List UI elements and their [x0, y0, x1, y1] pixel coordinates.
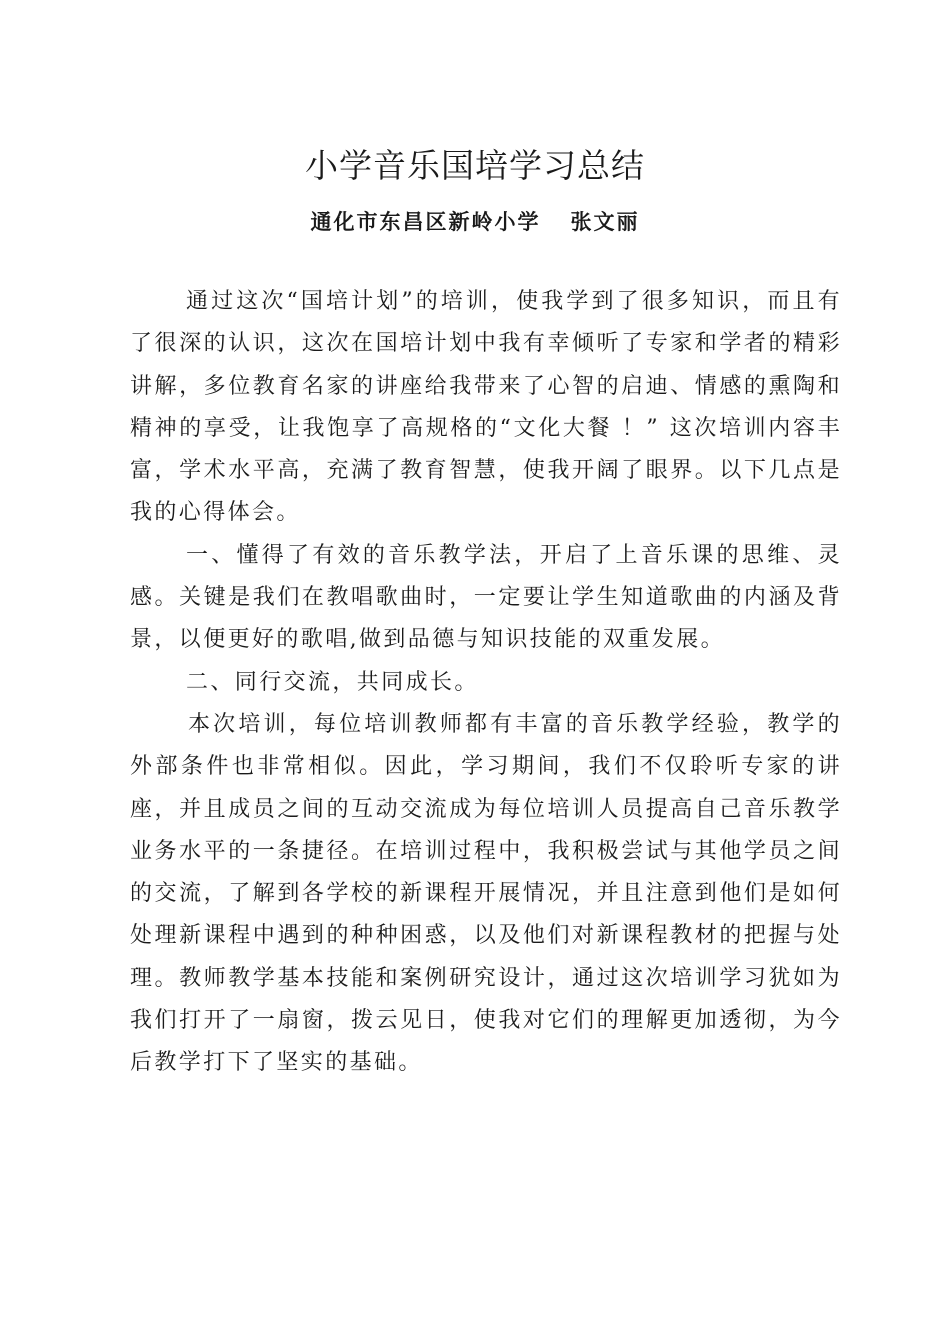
author-school: 通化市东昌区新岭小学: [310, 209, 541, 234]
document-body: [130, 281, 842, 1085]
author-name: 张文丽: [570, 209, 640, 234]
author-line: [0, 204, 950, 240]
document-title: 小学音乐国培学习总结: [305, 146, 645, 186]
paragraph-intro: 通过这次“国培计划”的培训，使我学到了很多知识，而且有了很深的认识，这次在国培计划中我有幸倾听了专家和学者的精彩讲解，多位教育名家的讲座给我带来了心智的启迪、情感的熏陶和精神的享受，让我饱享了高规格的“文化大餐 ！” 这次培训内容丰富，学术水平高，充满了教育智慧，使我开阔了眼界。以下几点是我的心得体会。: [130, 289, 842, 526]
paragraph-point-one: 一、懂得了有效的音乐教学法，开启了上音乐课的思维、灵感。关键是我们在教唱歌曲时，一定要让学生知道歌曲的内涵及背景，以便更好的歌唱,做到品德与知识技能的双重发展。: [130, 542, 842, 653]
paragraph-point-two-heading: 二、同行交流，共同成长。: [186, 669, 479, 695]
paragraph-point-two-body: 本次培训，每位培训教师都有丰富的音乐教学经验，教学的外部条件也非常相似。因此，学习期间，我们不仅聆听专家的讲座，并且成员之间的互动交流成为每位培训人员提高自己音乐教学 业务水平的一条捷径。在培训过程中，我积极尝试与其他学员之间的交流，了解到各学校的新课程开展情况，并且注意到他们是如何处理新课程中遇到的种种困惑，以及他们对新课程教材的把握与处理。教师教学基本技能和案例研究设计，通过这次培训学习犹如为我们打开了一扇窗，拨云见日，使我对它们的理解更加透彻，为今后教学打下了坚实的基础。: [130, 711, 842, 1076]
